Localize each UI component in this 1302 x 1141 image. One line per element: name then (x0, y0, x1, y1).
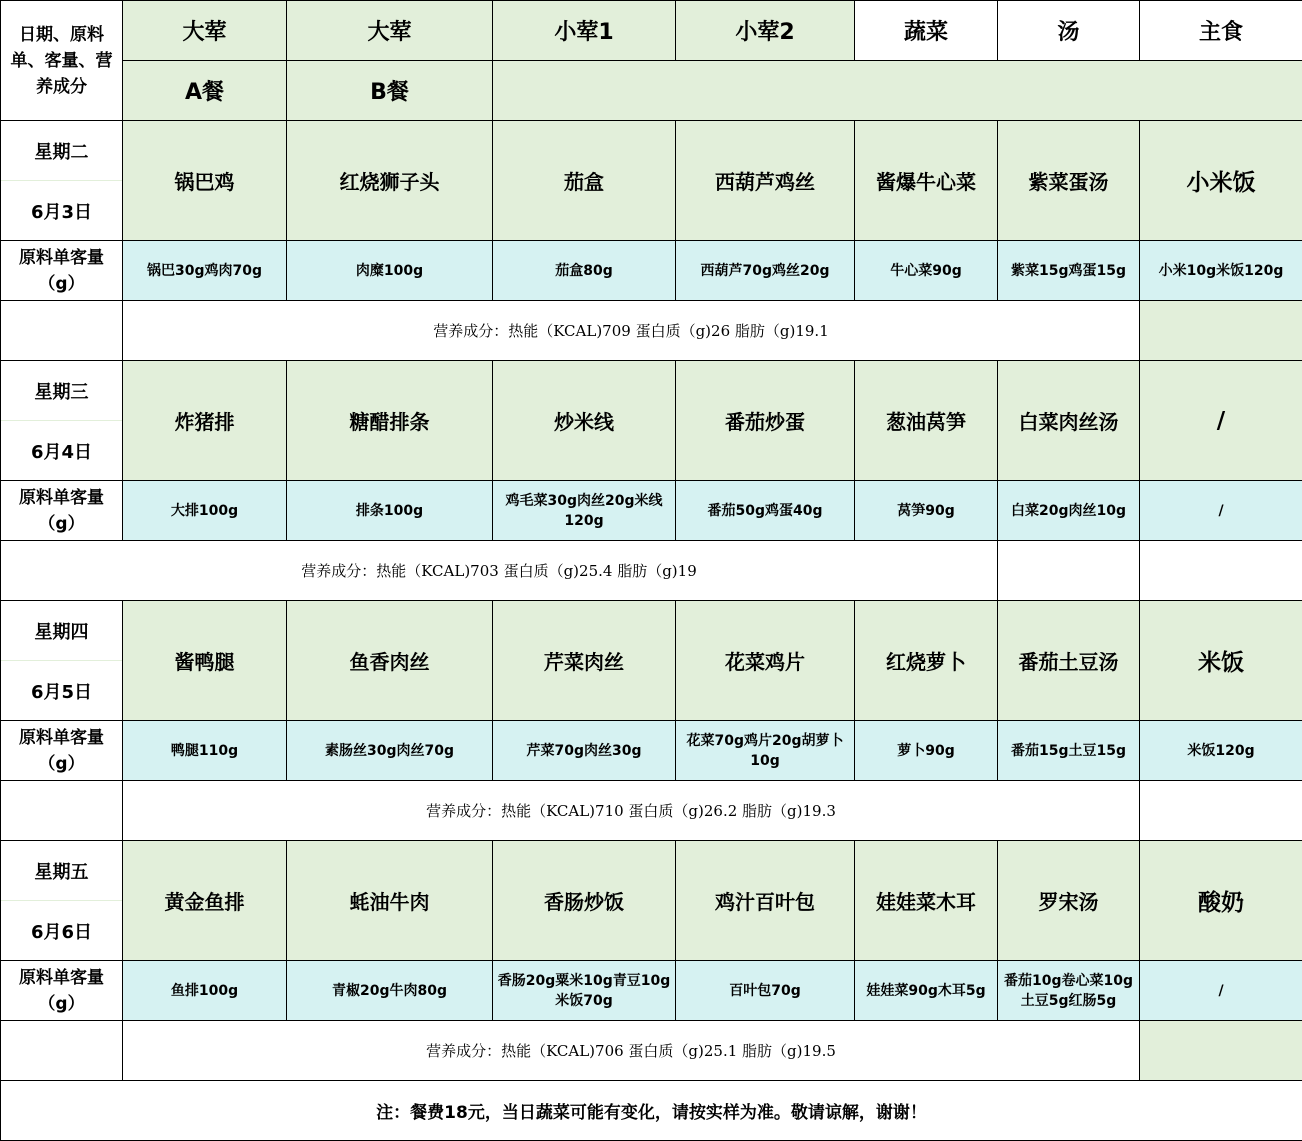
quantity-cell: 鱼排100g (123, 961, 287, 1021)
date-label: 6月5日 (1, 661, 122, 720)
dish-cell: 酱爆牛心菜 (855, 121, 998, 241)
dish-cell: 娃娃菜木耳 (855, 841, 998, 961)
dish-cell: 香肠炒饭 (493, 841, 676, 961)
dish-cell: 红烧萝卜 (855, 601, 998, 721)
nutrition-empty (1140, 541, 1302, 601)
date-label: 6月3日 (1, 181, 122, 240)
day-cell (1, 361, 123, 481)
nutrition-empty (1140, 301, 1302, 361)
dish-row (1, 121, 1302, 241)
quantity-cell: 排条100g (287, 481, 493, 541)
quantity-cell: 米饭120g (1140, 721, 1302, 781)
quantity-label: 原料单客量（g） (1, 481, 123, 541)
dish-cell: 紫菜蛋汤 (998, 121, 1140, 241)
header-small-1: 小荤1 (493, 1, 676, 61)
nutrition-row (1, 541, 1302, 601)
date-label: 6月4日 (1, 421, 122, 480)
dish-cell: 芹菜肉丝 (493, 601, 676, 721)
dish-cell: 茄盒 (493, 121, 676, 241)
day-cell (1, 601, 123, 721)
header-soup: 汤 (998, 1, 1140, 61)
quantity-cell: 青椒20g牛肉80g (287, 961, 493, 1021)
dish-cell: 酸奶 (1140, 841, 1302, 961)
header-main-b: 大荤 (287, 1, 493, 61)
subheader-empty (493, 61, 1302, 121)
dish-cell: 米饭 (1140, 601, 1302, 721)
weekday-label: 星期二 (1, 121, 122, 181)
quantity-cell: 番茄15g土豆15g (998, 721, 1140, 781)
nutrition-empty (998, 541, 1140, 601)
nutrition-empty (1, 301, 123, 361)
dish-cell: 番茄炒蛋 (676, 361, 855, 481)
date-label: 6月6日 (1, 901, 122, 960)
weekday-label: 星期五 (1, 841, 122, 901)
header-staple: 主食 (1140, 1, 1302, 61)
nutrition-info: 营养成分：热能（KCAL)703 蛋白质（g)25.4 脂肪（g)19 (1, 541, 998, 601)
subheader-meal-b: B餐 (287, 61, 493, 121)
dish-cell: 鸡汁百叶包 (676, 841, 855, 961)
quantity-row (1, 961, 1302, 1021)
quantity-cell: 鸡毛菜30g肉丝20g米线120g (493, 481, 676, 541)
footer-note: 注：餐费18元，当日蔬菜可能有变化，请按实样为准。敬请谅解，谢谢！ (1, 1081, 1302, 1141)
dish-cell: 葱油莴笋 (855, 361, 998, 481)
header-small-2: 小荤2 (676, 1, 855, 61)
quantity-cell: 萝卜90g (855, 721, 998, 781)
quantity-row (1, 481, 1302, 541)
dish-cell: 西葫芦鸡丝 (676, 121, 855, 241)
dish-cell: 花菜鸡片 (676, 601, 855, 721)
dish-cell: 糖醋排条 (287, 361, 493, 481)
quantity-cell: / (1140, 961, 1302, 1021)
quantity-cell: 白菜20g肉丝10g (998, 481, 1140, 541)
dish-cell: 小米饭 (1140, 121, 1302, 241)
quantity-cell: 鸭腿110g (123, 721, 287, 781)
subheader-meal-a: A餐 (123, 61, 287, 121)
weekday-label: 星期三 (1, 361, 122, 421)
nutrition-row (1, 1021, 1302, 1081)
dish-cell: 番茄土豆汤 (998, 601, 1140, 721)
quantity-label: 原料单客量（g） (1, 241, 123, 301)
dish-cell: 锅巴鸡 (123, 121, 287, 241)
quantity-cell: 牛心菜90g (855, 241, 998, 301)
quantity-cell: 莴笋90g (855, 481, 998, 541)
nutrition-empty (1140, 1021, 1302, 1081)
quantity-cell: 肉糜100g (287, 241, 493, 301)
day-cell (1, 841, 123, 961)
dish-cell: 炒米线 (493, 361, 676, 481)
quantity-cell: 香肠20g粟米10g青豆10g米饭70g (493, 961, 676, 1021)
dish-cell: 蚝油牛肉 (287, 841, 493, 961)
quantity-cell: 大排100g (123, 481, 287, 541)
nutrition-info: 营养成分：热能（KCAL)709 蛋白质（g)26 脂肪（g)19.1 (123, 301, 1140, 361)
quantity-cell: 娃娃菜90g木耳5g (855, 961, 998, 1021)
dish-cell: 炸猪排 (123, 361, 287, 481)
dish-cell: 红烧狮子头 (287, 121, 493, 241)
dish-cell: / (1140, 361, 1302, 481)
quantity-cell: 素肠丝30g肉丝70g (287, 721, 493, 781)
quantity-cell: 番茄10g卷心菜10g土豆5g红肠5g (998, 961, 1140, 1021)
quantity-row (1, 241, 1302, 301)
weekday-label: 星期四 (1, 601, 122, 661)
nutrition-info: 营养成分：热能（KCAL)706 蛋白质（g)25.1 脂肪（g)19.5 (123, 1021, 1140, 1081)
quantity-cell: 百叶包70g (676, 961, 855, 1021)
quantity-cell: 紫菜15g鸡蛋15g (998, 241, 1140, 301)
dish-cell: 黄金鱼排 (123, 841, 287, 961)
nutrition-empty (1, 1021, 123, 1081)
dish-row (1, 361, 1302, 481)
quantity-cell: 花菜70g鸡片20g胡萝卜10g (676, 721, 855, 781)
quantity-cell: 小米10g米饭120g (1140, 241, 1302, 301)
dish-cell: 白菜肉丝汤 (998, 361, 1140, 481)
nutrition-row (1, 781, 1302, 841)
quantity-row (1, 721, 1302, 781)
header-main-a: 大荤 (123, 1, 287, 61)
dish-row (1, 601, 1302, 721)
quantity-label: 原料单客量（g） (1, 721, 123, 781)
nutrition-empty (1, 781, 123, 841)
quantity-cell: / (1140, 481, 1302, 541)
quantity-cell: 芹菜70g肉丝30g (493, 721, 676, 781)
quantity-label: 原料单客量（g） (1, 961, 123, 1021)
nutrition-empty (1140, 781, 1302, 841)
header-vegetable: 蔬菜 (855, 1, 998, 61)
quantity-cell: 番茄50g鸡蛋40g (676, 481, 855, 541)
dish-cell: 罗宋汤 (998, 841, 1140, 961)
dish-row (1, 841, 1302, 961)
nutrition-row (1, 301, 1302, 361)
quantity-cell: 锅巴30g鸡肉70g (123, 241, 287, 301)
dish-cell: 鱼香肉丝 (287, 601, 493, 721)
day-cell (1, 121, 123, 241)
quantity-cell: 茄盒80g (493, 241, 676, 301)
dish-cell: 酱鸭腿 (123, 601, 287, 721)
nutrition-info: 营养成分：热能（KCAL)710 蛋白质（g)26.2 脂肪（g)19.3 (123, 781, 1140, 841)
corner-label: 日期、原料单、客量、营养成分 (1, 1, 123, 121)
quantity-cell: 西葫芦70g鸡丝20g (676, 241, 855, 301)
